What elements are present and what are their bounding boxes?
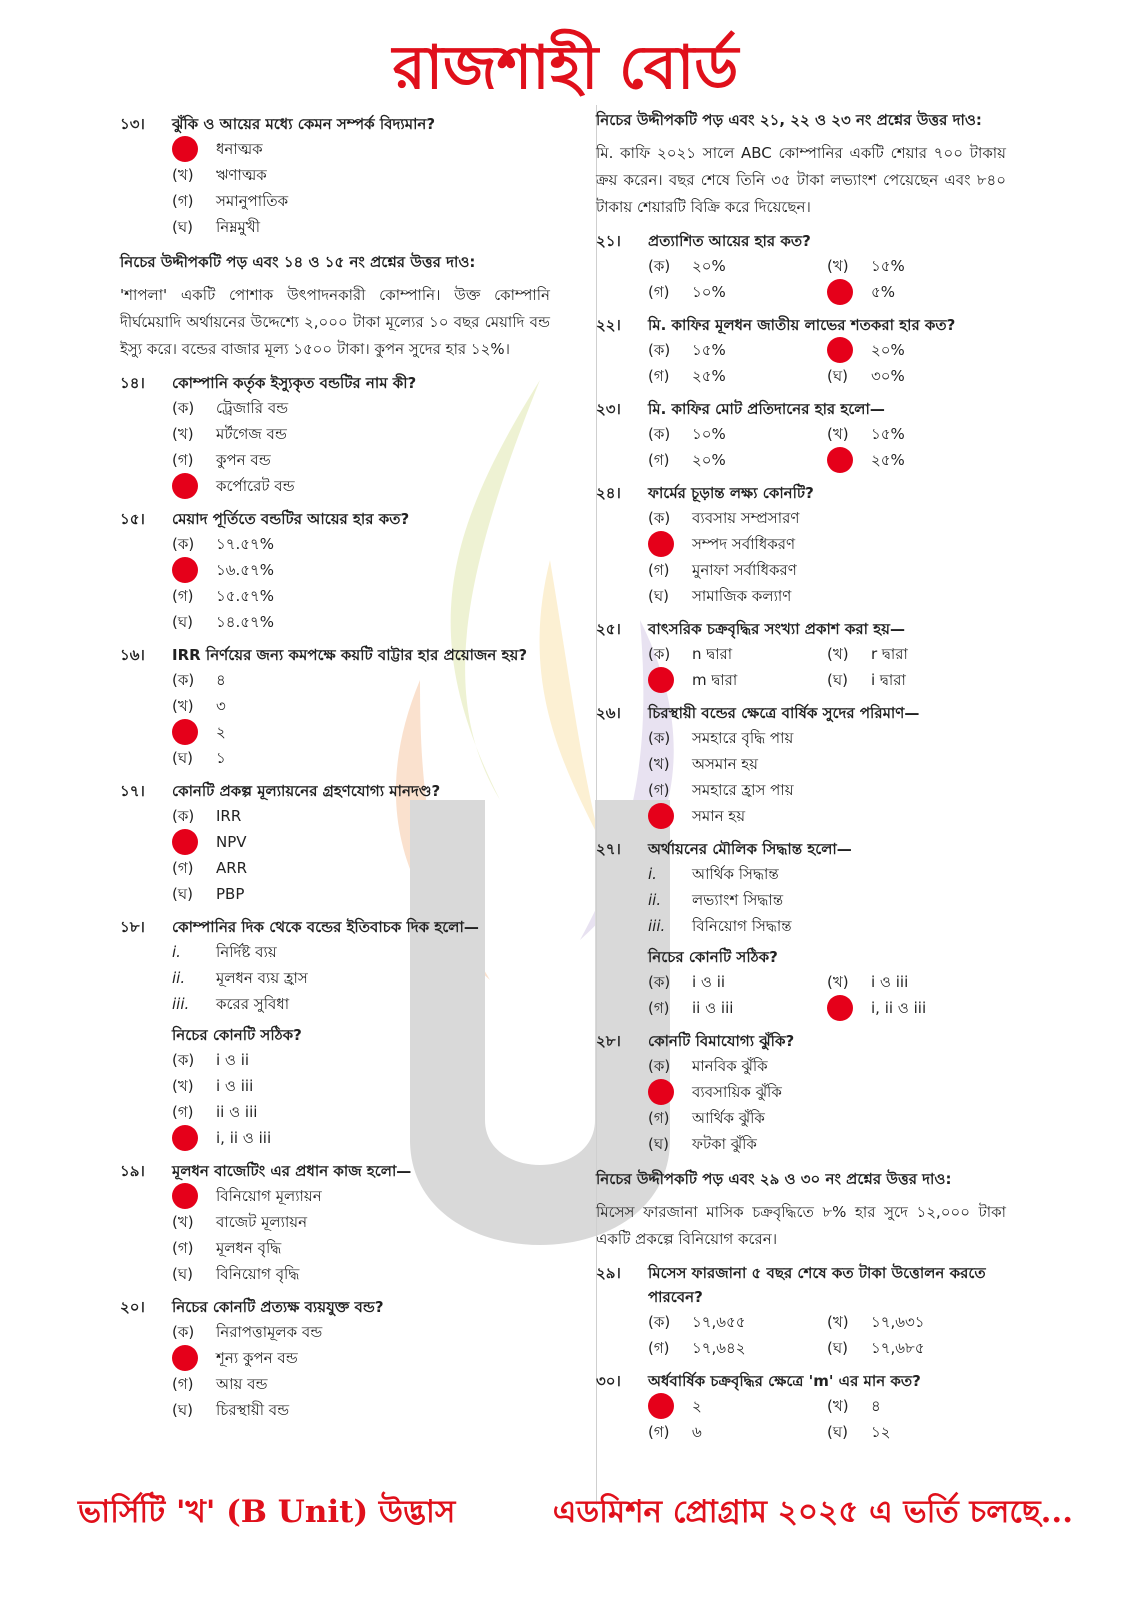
option[interactable]: (গ) ১৫.৫৭% bbox=[172, 587, 274, 605]
option-correct[interactable]: m দ্বারা bbox=[648, 667, 827, 693]
question-text: ফার্মের চূড়ান্ত লক্ষ্য কোনটি? bbox=[648, 484, 814, 502]
question-number: ৩০। bbox=[596, 1372, 621, 1390]
question-28 bbox=[596, 1029, 1006, 1157]
question-number: ১৪। bbox=[120, 374, 145, 392]
option-correct[interactable]: ৫% bbox=[827, 279, 1006, 305]
question-number: ২৪। bbox=[596, 484, 621, 502]
question-16 bbox=[120, 643, 550, 771]
option[interactable]: (ঘ) ১৭,৬৮৫ bbox=[827, 1339, 925, 1357]
statement: iii. বিনিয়োগ সিদ্ধান্ত bbox=[648, 917, 792, 935]
option[interactable]: (গ) ২০% bbox=[648, 451, 726, 469]
stimulus-instruction: নিচের উদ্দীপকটি পড় এবং ২১, ২২ ও ২৩ নং প্রশ্নের উত্তর দাও: bbox=[596, 111, 982, 129]
question-15 bbox=[120, 507, 550, 635]
question-number: ১৩। bbox=[120, 115, 145, 133]
option[interactable]: (খ) r দ্বারা bbox=[827, 645, 908, 663]
question-text: কোম্পানি কর্তৃক ইস্যুকৃত বন্ডটির নাম কী? bbox=[172, 374, 417, 392]
question-29 bbox=[596, 1261, 1006, 1361]
question-26 bbox=[596, 701, 1006, 829]
option[interactable]: (খ) অসমান হয় bbox=[648, 755, 759, 773]
option[interactable]: (ক) ব্যবসায় সম্প্রসারণ bbox=[648, 509, 800, 527]
stimulus-passage: 'শাপলা' একটি পোশাক উৎপাদনকারী কোম্পানি। উক্ত কোম্পানি দীর্ঘমেয়াদি অর্থায়নের উদ্দেশ্যে ২,০০০ টাকা মূল্যের ১০ বছর মেয়াদি বন্ড ইস্যু করে। বন্ডের বাজার মূল্য ১৫০০ টাকা। কুপন সুদের হার ১২%। bbox=[120, 286, 550, 358]
question-number: ২৭। bbox=[596, 840, 621, 858]
option-correct[interactable]: i, ii ও iii bbox=[172, 1125, 550, 1151]
question-text: IRR নির্ণয়ের জন্য কমপক্ষে কয়টি বাট্টার হার প্রয়োজন হয়? bbox=[172, 646, 528, 664]
question-27 bbox=[596, 837, 1006, 1021]
question-text: কোনটি প্রকল্প মূল্যায়নের গ্রহণযোগ্য মানদণ্ড? bbox=[172, 782, 441, 800]
answer-marker-icon bbox=[172, 719, 198, 745]
stimulus-instruction: নিচের উদ্দীপকটি পড় এবং ১৪ ও ১৫ নং প্রশ্নের উত্তর দাও: bbox=[120, 253, 476, 271]
question-14 bbox=[120, 371, 550, 499]
question-23 bbox=[596, 397, 1006, 473]
question-30 bbox=[596, 1369, 1006, 1445]
option-correct[interactable]: শূন্য কুপন বন্ড bbox=[172, 1345, 550, 1371]
question-18 bbox=[120, 915, 550, 1151]
question-20 bbox=[120, 1295, 550, 1423]
option[interactable]: (ক) ১৭,৬৫৫ bbox=[648, 1313, 746, 1331]
option-correct[interactable]: ব্যবসায়িক ঝুঁকি bbox=[648, 1079, 1006, 1105]
option[interactable]: (ক) ১৫% bbox=[648, 341, 726, 359]
question-text: অর্থায়নের মৌলিক সিদ্ধান্ত হলো— bbox=[648, 840, 852, 858]
question-22 bbox=[596, 313, 1006, 389]
question-19 bbox=[120, 1159, 550, 1287]
option[interactable]: (গ) আয় বন্ড bbox=[172, 1375, 268, 1393]
answer-marker-icon bbox=[827, 447, 853, 473]
question-number: ২৫। bbox=[596, 620, 621, 638]
question-text: মেয়াদ পূর্তিতে বন্ডটির আয়ের হার কত? bbox=[172, 510, 410, 528]
sub-question: নিচের কোনটি সঠিক? bbox=[648, 948, 778, 966]
option[interactable]: (গ) ARR bbox=[172, 859, 248, 877]
answer-marker-icon bbox=[172, 557, 198, 583]
statement: iii. করের সুবিধা bbox=[172, 995, 290, 1013]
statement: i. নির্দিষ্ট ব্যয় bbox=[172, 943, 277, 961]
question-text: কোম্পানির দিক থেকে বন্ডের ইতিবাচক দিক হলো— bbox=[172, 918, 479, 936]
answer-marker-icon bbox=[648, 667, 674, 693]
footer-promo: এডমিশন প্রোগ্রাম ২০২৫ এ ভর্তি চলছে... bbox=[552, 1494, 1073, 1530]
question-text: নিচের কোনটি প্রত্যক্ষ ব্যয়যুক্ত বন্ড? bbox=[172, 1298, 384, 1316]
option[interactable]: (ঘ) সামাজিক কল্যাণ bbox=[648, 587, 792, 605]
option[interactable]: (ক) নিরাপত্তামূলক বন্ড bbox=[172, 1323, 323, 1341]
option[interactable]: (ক) i ও ii bbox=[648, 973, 726, 991]
answer-marker-icon bbox=[827, 995, 853, 1021]
option[interactable]: (ক) ৪ bbox=[172, 671, 226, 689]
question-number: ১৬। bbox=[120, 646, 145, 664]
option[interactable]: (ক) n দ্বারা bbox=[648, 645, 733, 663]
option[interactable]: (খ) i ও iii bbox=[172, 1077, 254, 1095]
question-24 bbox=[596, 481, 1006, 609]
question-number: ২২। bbox=[596, 316, 621, 334]
question-number: ১৯। bbox=[120, 1162, 145, 1180]
option[interactable]: (খ) ৪ bbox=[827, 1397, 881, 1415]
option-correct[interactable]: ২৫% bbox=[827, 447, 1006, 473]
question-text: কোনটি বিমাযোগ্য ঝুঁকি? bbox=[648, 1032, 795, 1050]
question-text: মি. কাফির মূলধন জাতীয় লাভের শতকরা হার কত? bbox=[648, 316, 956, 334]
option[interactable]: (খ) বাজেট মূল্যায়ন bbox=[172, 1213, 308, 1231]
option-correct[interactable]: সমান হয় bbox=[648, 803, 1006, 829]
option[interactable]: (খ) ৩ bbox=[172, 697, 226, 715]
question-text: মি. কাফির মোট প্রতিদানের হার হলো— bbox=[648, 400, 885, 418]
option[interactable]: (গ) মূলধন বৃদ্ধি bbox=[172, 1239, 282, 1257]
option[interactable]: (খ) মর্টগেজ বন্ড bbox=[172, 425, 287, 443]
question-text: মূলধন বাজেটিং এর প্রধান কাজ হলো— bbox=[172, 1162, 412, 1180]
question-13 bbox=[120, 112, 550, 240]
option[interactable]: (ঘ) চিরস্থায়ী বন্ড bbox=[172, 1401, 290, 1419]
question-text: চিরস্থায়ী বন্ডের ক্ষেত্রে বার্ষিক সুদের পরিমাণ— bbox=[648, 704, 920, 722]
sub-question: নিচের কোনটি সঠিক? bbox=[172, 1026, 302, 1044]
option[interactable]: (ঘ) বিনিয়োগ বৃদ্ধি bbox=[172, 1265, 300, 1283]
question-text: অর্ধবার্ষিক চক্রবৃদ্ধির ক্ষেত্রে 'm' এর মান কত? bbox=[648, 1372, 921, 1390]
option[interactable]: (ক) মানবিক ঝুঁকি bbox=[648, 1057, 768, 1075]
question-21 bbox=[596, 229, 1006, 305]
answer-marker-icon bbox=[827, 279, 853, 305]
option[interactable]: (ঘ) ১৪.৫৭% bbox=[172, 613, 274, 631]
answer-marker-icon bbox=[172, 829, 198, 855]
answer-marker-icon bbox=[172, 473, 198, 499]
option-correct[interactable]: i, ii ও iii bbox=[827, 995, 1006, 1021]
option[interactable]: (গ) ২৫% bbox=[648, 367, 726, 385]
option[interactable]: (ক) IRR bbox=[172, 807, 242, 825]
option-correct[interactable]: NPV bbox=[172, 829, 550, 855]
stimulus-instruction: নিচের উদ্দীপকটি পড় এবং ২৯ ও ৩০ নং প্রশ্নের উত্তর দাও: bbox=[596, 1170, 952, 1188]
option[interactable]: (ক) ট্রেজারি বন্ড bbox=[172, 399, 289, 417]
option[interactable]: (খ) ১৫% bbox=[827, 257, 905, 275]
option[interactable]: (গ) আর্থিক ঝুঁকি bbox=[648, 1109, 765, 1127]
option[interactable]: (গ) ৬ bbox=[648, 1423, 702, 1441]
question-number: ২০। bbox=[120, 1298, 145, 1316]
option[interactable]: (গ) সমানুপাতিক bbox=[172, 192, 289, 210]
question-number: ২৬। bbox=[596, 704, 621, 722]
question-number: ২৮। bbox=[596, 1032, 621, 1050]
option-correct[interactable]: ধনাত্মক bbox=[172, 136, 550, 162]
option[interactable]: (গ) ১০% bbox=[648, 283, 726, 301]
answer-marker-icon bbox=[172, 1125, 198, 1151]
statement: ii. লভ্যাংশ সিদ্ধান্ত bbox=[648, 891, 784, 909]
question-number: ১৭। bbox=[120, 782, 145, 800]
page-title: রাজশাহী বোর্ড bbox=[392, 33, 739, 103]
answer-marker-icon bbox=[172, 136, 198, 162]
question-number: ২৩। bbox=[596, 400, 621, 418]
option[interactable]: (গ) সমহারে হ্রাস পায় bbox=[648, 781, 794, 799]
option[interactable]: (খ) ১৭,৬৩১ bbox=[827, 1313, 925, 1331]
statement: ii. মূলধন ব্যয় হ্রাস bbox=[172, 969, 308, 987]
answer-marker-icon bbox=[648, 803, 674, 829]
answer-marker-icon bbox=[648, 531, 674, 557]
option-correct[interactable]: ২ bbox=[648, 1393, 827, 1419]
answer-marker-icon bbox=[648, 1393, 674, 1419]
stimulus-passage: মি. কাফি ২০২১ সালে ABC কোম্পানির একটি শেয়ার ৭০০ টাকায় ক্রয় করেন। বছর শেষে তিনি ৩৫ টাকা লভ্যাংশ পেয়েছেন এবং ৮৪০ টাকায় শেয়ারটি বিক্রি করে দিয়েছেন। bbox=[596, 144, 1006, 216]
option-correct[interactable]: ২ bbox=[172, 719, 550, 745]
stimulus-passage: মিসেস ফারজানা মাসিক চক্রবৃদ্ধিতে ৮% হার সুদে ১২,০০০ টাকা একটি প্রকল্পে বিনিয়োগ করেন। bbox=[596, 1203, 1006, 1248]
question-text: বাৎসরিক চক্রবৃদ্ধির সংখ্যা প্রকাশ করা হয়— bbox=[648, 620, 905, 638]
option[interactable]: (ক) i ও ii bbox=[172, 1051, 250, 1069]
question-25 bbox=[596, 617, 1006, 693]
option[interactable]: (ঘ) i দ্বারা bbox=[827, 671, 906, 689]
option[interactable]: (ক) সমহারে বৃদ্ধি পায় bbox=[648, 729, 794, 747]
option[interactable]: (খ) i ও iii bbox=[827, 973, 909, 991]
option[interactable]: (ঘ) ১ bbox=[172, 749, 226, 767]
right-column bbox=[596, 104, 1006, 1445]
question-17 bbox=[120, 779, 550, 907]
option-correct[interactable]: সম্পদ সর্বাধিকরণ bbox=[648, 531, 1006, 557]
option-correct[interactable]: ২০% bbox=[827, 337, 1006, 363]
answer-marker-icon bbox=[172, 1345, 198, 1371]
option[interactable]: (ঘ) ৩০% bbox=[827, 367, 905, 385]
question-number: ২৯। bbox=[596, 1264, 621, 1282]
option[interactable]: (ঘ) নিম্নমুখী bbox=[172, 218, 261, 236]
question-text: ঝুঁকি ও আয়ের মধ্যে কেমন সম্পর্ক বিদ্যমান? bbox=[172, 115, 436, 133]
option[interactable]: (গ) ii ও iii bbox=[172, 1103, 258, 1121]
option-correct[interactable]: বিনিয়োগ মূল্যায়ন bbox=[172, 1183, 550, 1209]
option[interactable]: (গ) ১৭,৬৪২ bbox=[648, 1339, 746, 1357]
question-number: ১৮। bbox=[120, 918, 145, 936]
answer-marker-icon bbox=[648, 1079, 674, 1105]
option[interactable]: (ঘ) PBP bbox=[172, 885, 245, 903]
option[interactable]: (ক) ১৭.৫৭% bbox=[172, 535, 274, 553]
answer-marker-icon bbox=[172, 1183, 198, 1209]
question-text: প্রত্যাশিত আয়ের হার কত? bbox=[648, 232, 811, 250]
statement: i. আর্থিক সিদ্ধান্ত bbox=[648, 865, 779, 883]
footer-brand: ভার্সিটি 'খ' (B Unit) উদ্ভাস bbox=[78, 1494, 456, 1530]
option[interactable]: (গ) ii ও iii bbox=[648, 999, 734, 1017]
option[interactable]: (খ) ১৫% bbox=[827, 425, 905, 443]
option[interactable]: (ক) ১০% bbox=[648, 425, 726, 443]
question-number: ১৫। bbox=[120, 510, 145, 528]
answer-marker-icon bbox=[827, 337, 853, 363]
option[interactable]: (ঘ) ১২ bbox=[827, 1423, 891, 1441]
option[interactable]: (ঘ) ফটকা ঝুঁকি bbox=[648, 1135, 757, 1153]
option[interactable]: (গ) মুনাফা সর্বাধিকরণ bbox=[648, 561, 797, 579]
question-text: মিসেস ফারজানা ৫ বছর শেষে কত টাকা উত্তোলন করতে পারবেন? bbox=[648, 1264, 986, 1306]
option[interactable]: (ক) ২০% bbox=[648, 257, 726, 275]
option[interactable]: (গ) কুপন বন্ড bbox=[172, 451, 271, 469]
option-correct[interactable]: কর্পোরেট বন্ড bbox=[172, 473, 550, 499]
left-column bbox=[120, 104, 550, 1423]
option-correct[interactable]: ১৬.৫৭% bbox=[172, 557, 550, 583]
question-number: ২১। bbox=[596, 232, 621, 250]
option[interactable]: (খ) ঋণাত্মক bbox=[172, 166, 267, 184]
